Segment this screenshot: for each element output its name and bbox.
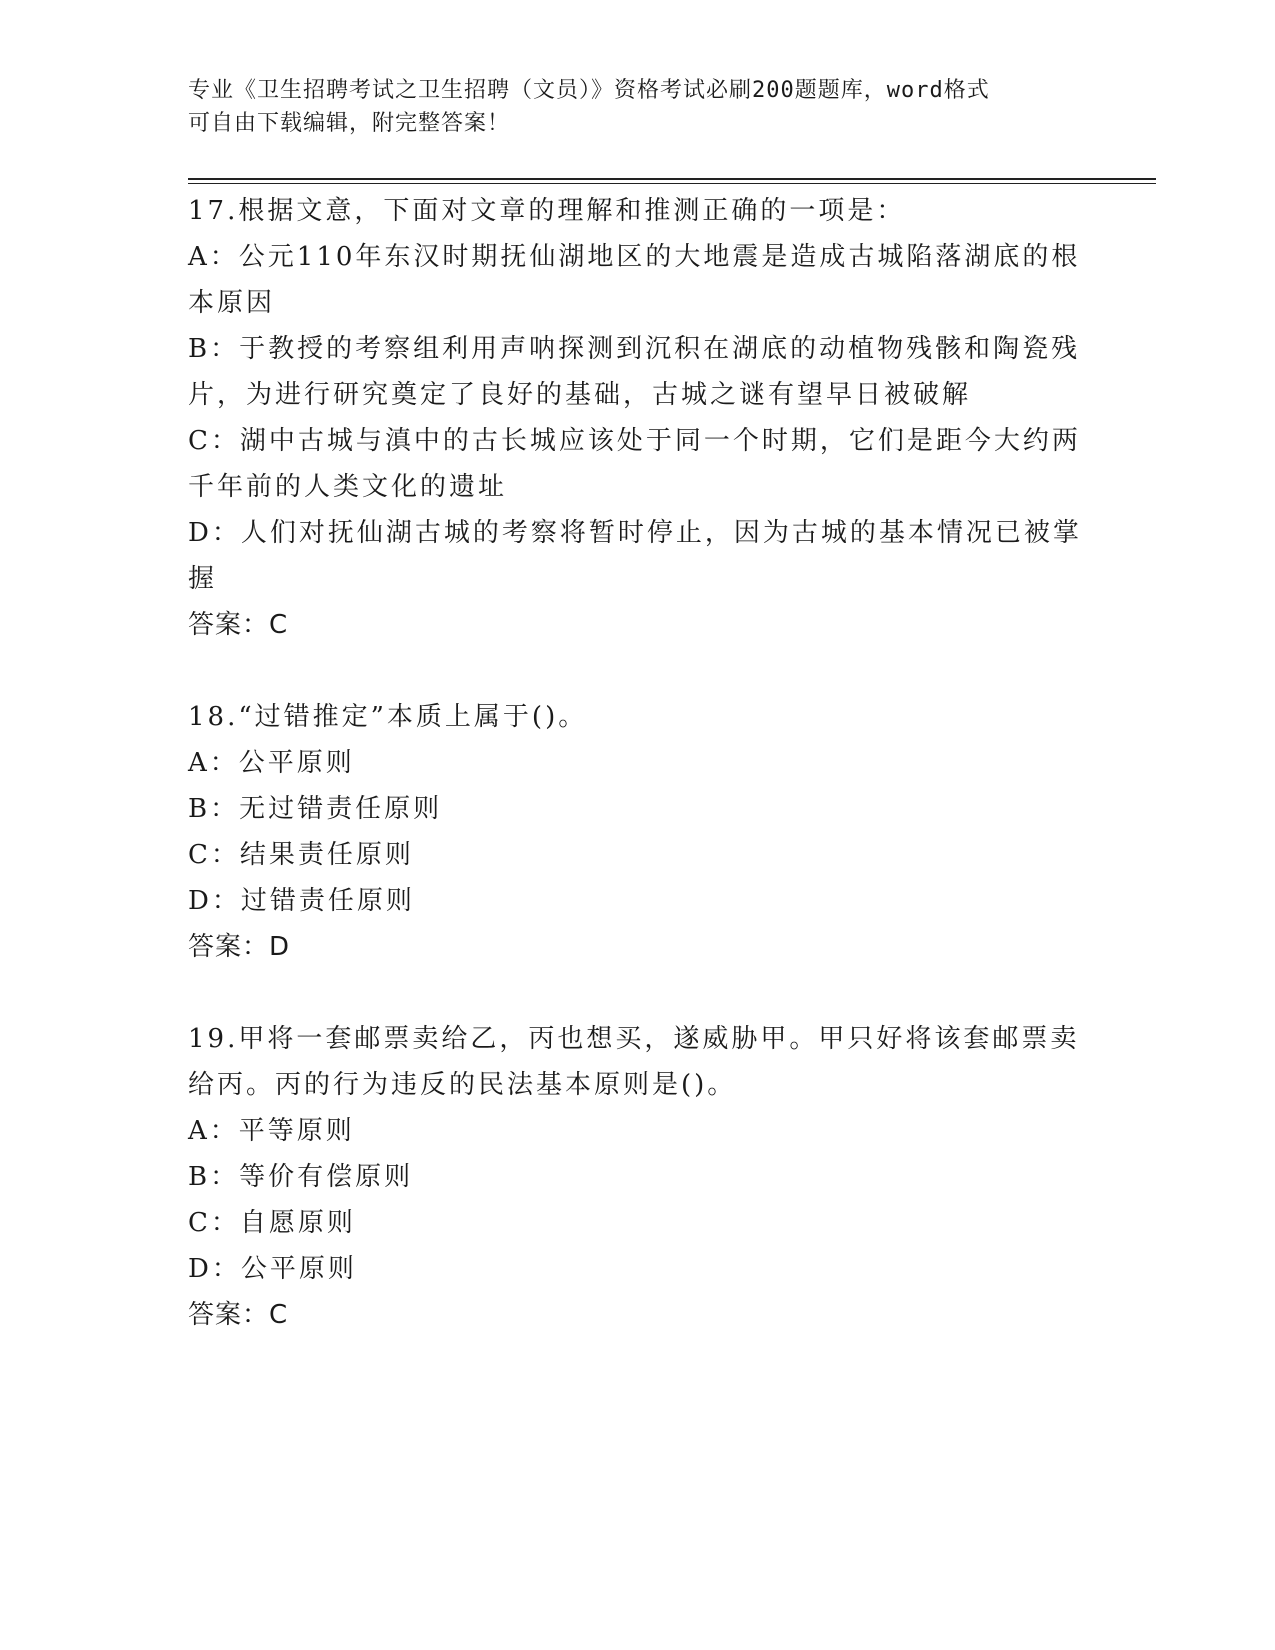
option-d: D：过错责任原则 [188,886,415,916]
option-c: C：结果责任原则 [188,840,414,870]
question-stem-cont: 给丙。丙的行为违反的民法基本原则是()。 [188,1070,737,1100]
option-c-cont: 千年前的人类文化的遗址 [188,472,508,502]
answer: 答案：D [188,932,291,962]
question-list [188,188,1082,1338]
header-line-2: 可自由下载编辑，附完整答案！ [188,111,511,136]
spacer [188,970,1078,1016]
question-19 [188,1016,1078,1338]
header-line-1: 专业《卫生招聘考试之卫生招聘（文员）》资格考试必刷200题题库，word格式 [188,78,990,103]
header-rule-thin [188,183,1156,184]
question-stem: 17.根据文意，下面对文章的理解和推测正确的一项是： [188,196,906,226]
answer: 答案：C [188,1300,289,1330]
question-stem: 18.“过错推定”本质上属于()。 [188,702,588,732]
option-c: C：湖中古城与滇中的古长城应该处于同一个时期，它们是距今大约两 [188,426,1081,456]
option-b: B：等价有偿原则 [188,1162,414,1192]
answer: 答案：C [188,610,289,640]
spacer [188,648,1078,694]
option-a: A：公元110年东汉时期抚仙湖地区的大地震是造成古城陷落湖底的根 [188,242,1081,272]
option-c: C：自愿原则 [188,1208,356,1238]
option-a: A：公平原则 [188,748,355,778]
option-b-cont: 片，为进行研究奠定了良好的基础，古城之谜有望早日被破解 [188,380,972,410]
question-17 [188,188,1082,648]
option-d-cont: 握 [188,564,218,594]
question-stem: 19.甲将一套邮票卖给乙，丙也想买，遂威胁甲。甲只好将该套邮票卖 [188,1024,1080,1054]
option-a: A：平等原则 [188,1116,355,1146]
option-b: B：无过错责任原则 [188,794,443,824]
header-rule-thick [188,178,1156,180]
option-b: B：于教授的考察组利用声呐探测到沉积在湖底的动植物残骸和陶瓷残 [188,334,1081,364]
option-d: D：人们对抚仙湖古城的考察将暂时停止，因为古城的基本情况已被掌 [188,518,1082,548]
option-d: D：公平原则 [188,1254,357,1284]
option-a-cont: 本原因 [188,288,276,318]
question-18 [188,694,1078,970]
page-header [188,74,1088,140]
